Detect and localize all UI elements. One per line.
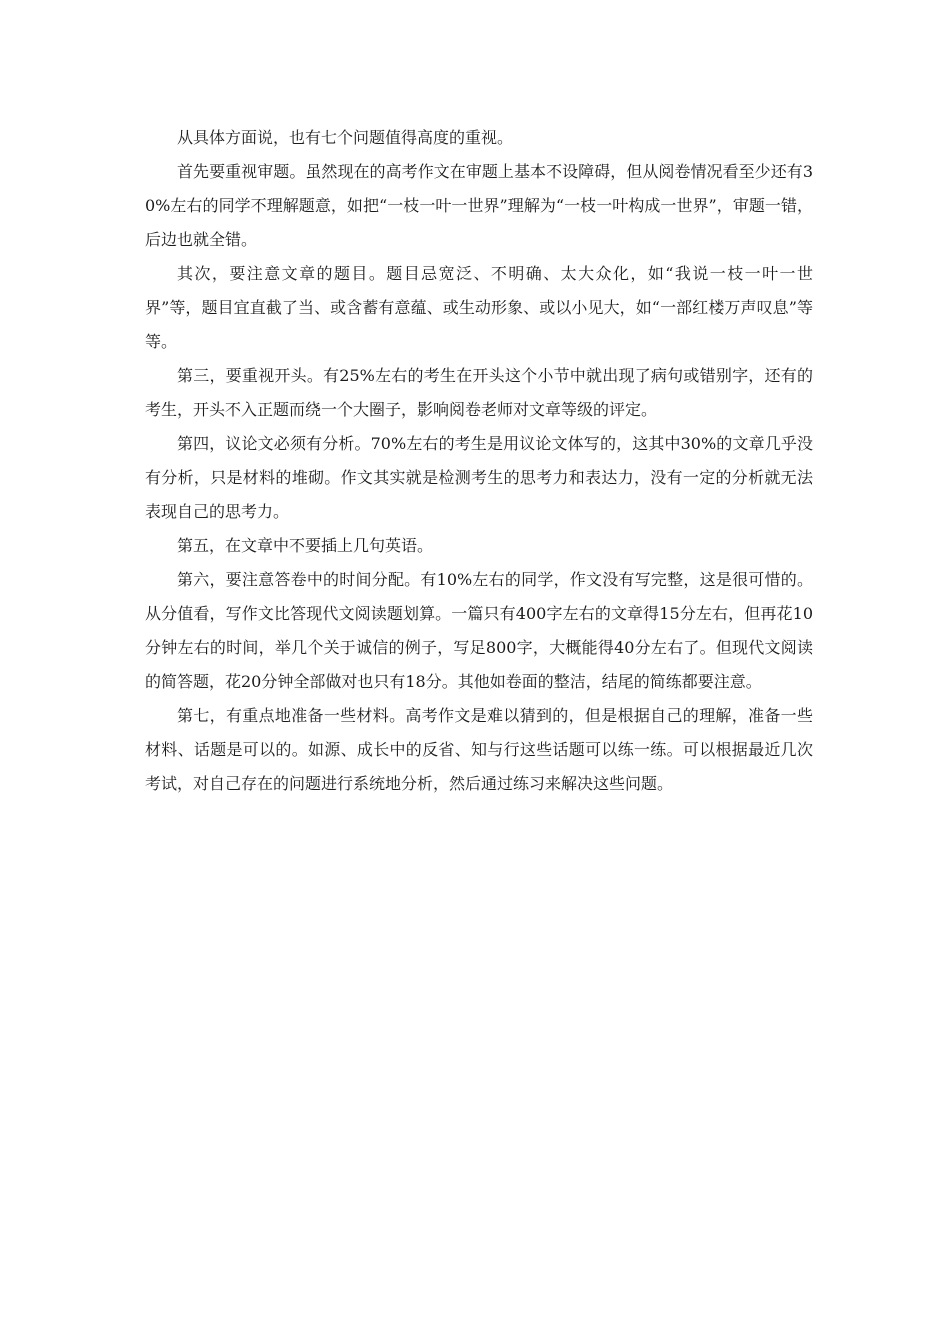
- paragraph-point-4: 第四，议论文必须有分析。70%左右的考生是用议论文体写的，这其中30%的文章几乎没有分析，只是材料的堆砌。作文其实就是检测考生的思考力和表达力，没有一定的分析就无法表现自己的思考力。: [145, 434, 813, 521]
- paragraph-point-3: 第三，要重视开头。有25%左右的考生在开头这个小节中就出现了病句或错别字，还有的考生，开头不入正题而绕一个大圈子，影响阅卷老师对文章等级的评定。: [145, 366, 813, 419]
- document-body: [145, 121, 813, 801]
- paragraph-point-6: 第六，要注意答卷中的时间分配。有10%左右的同学，作文没有写完整，这是很可惜的。从分值看，写作文比答现代文阅读题划算。一篇只有400字左右的文章得15分左右，但再花10分钟左右的时间，举几个关于诚信的例子，写足800字，大概能得40分左右了。但现代文阅读的简答题，花20分钟全部做对也只有18分。其他如卷面的整洁，结尾的简练都要注意。: [145, 570, 813, 691]
- paragraph-point-7: 第七，有重点地准备一些材料。高考作文是难以猜到的，但是根据自己的理解，准备一些材料、话题是可以的。如源、成长中的反省、知与行这些话题可以练一练。可以根据最近几次考试，对自己存在的问题进行系统地分析，然后通过练习来解决这些问题。: [145, 706, 813, 793]
- paragraph-point-2: 其次，要注意文章的题目。题目忌宽泛、不明确、太大众化，如“我说一枝一叶一世界”等，题目宜直截了当、或含蓄有意蕴、或生动形象、或以小见大，如“一部红楼万声叹息”等等。: [145, 264, 813, 351]
- paragraph-intro: 从具体方面说，也有七个问题值得高度的重视。: [177, 128, 514, 147]
- paragraph-point-1: 首先要重视审题。虽然现在的高考作文在审题上基本不设障碍，但从阅卷情况看至少还有30%左右的同学不理解题意，如把“一枝一叶一世界”理解为“一枝一叶构成一世界”，审题一错，后边也就全错。: [145, 162, 813, 249]
- paragraph-point-5: 第五，在文章中不要插上几句英语。: [177, 536, 434, 555]
